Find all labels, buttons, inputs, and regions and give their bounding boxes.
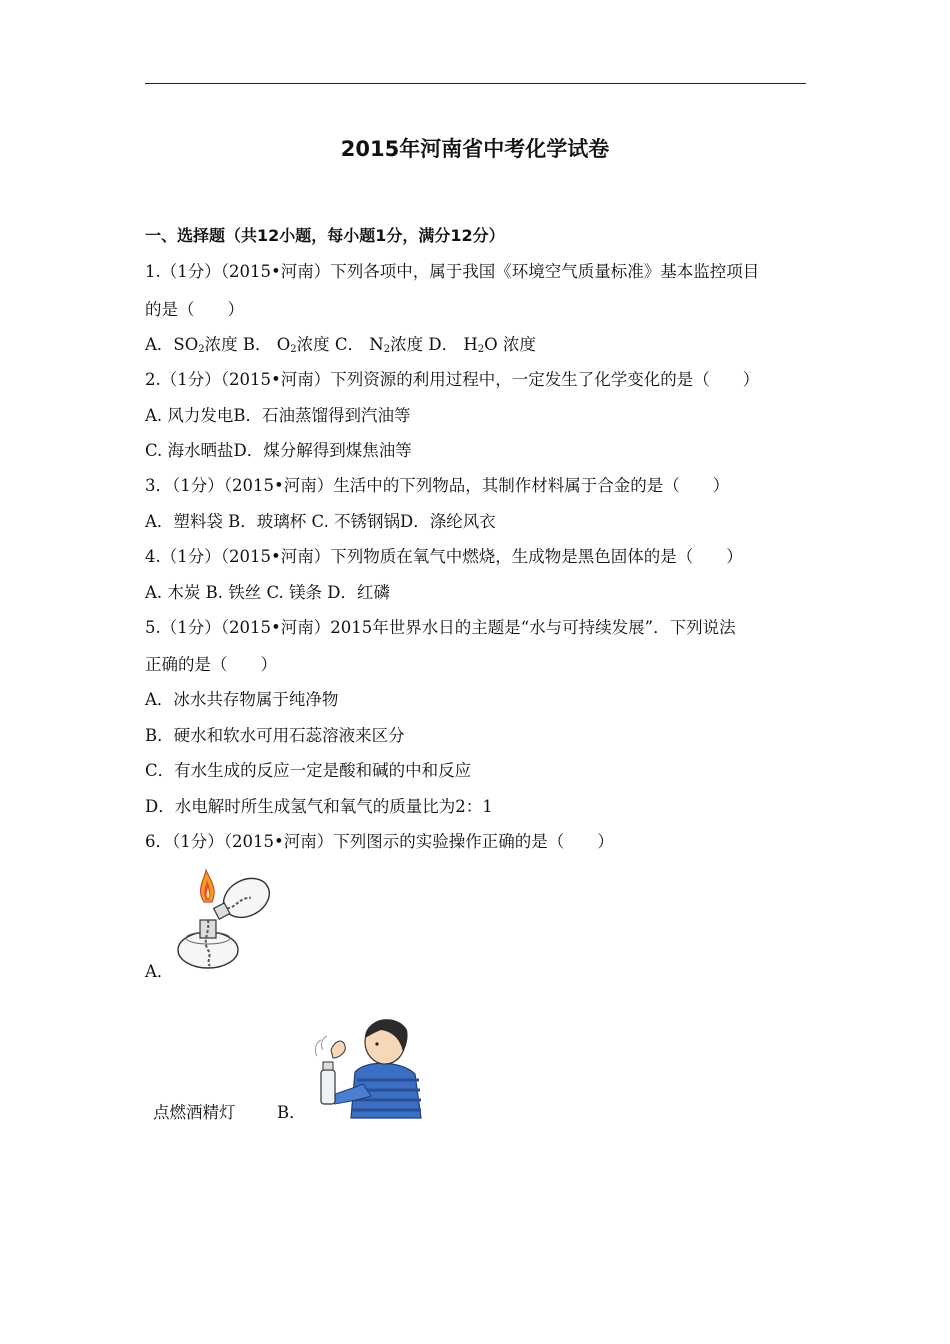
q1-option-c-pre: N xyxy=(369,335,384,354)
section-heading: 一、选择题（共12小题，每小题1分，满分12分） xyxy=(145,226,505,245)
q1-options xyxy=(145,331,536,355)
q1-option-c-post: 浓度 D． xyxy=(390,335,459,354)
q1-stem-line2: 的是（ ） xyxy=(145,300,244,319)
q1-option-d-pre: H xyxy=(463,335,478,354)
q5-option-c: C．有水生成的反应一定是酸和碱的中和反应 xyxy=(145,761,472,780)
q3-options: A．塑料袋 B．玻璃杯 C. 不锈钢锅D．涤纶风衣 xyxy=(145,512,496,531)
q5-stem-line2: 正确的是（ ） xyxy=(145,655,277,674)
subscript: 2 xyxy=(198,344,205,355)
subscript: 2 xyxy=(290,344,297,355)
subscript: 2 xyxy=(477,344,485,355)
q5-option-a: A．冰水共存物属于纯净物 xyxy=(145,690,339,709)
q1-stem-line1: 1.（1分）（2015•河南）下列各项中，属于我国《环境空气质量标准》基本监控项目 xyxy=(145,262,760,281)
q5-stem-line1: 5.（1分）（2015•河南）2015年世界水日的主题是“水与可持续发展”．下列说法 xyxy=(145,618,736,637)
q1-option-a-post: 浓度 B． xyxy=(204,335,272,354)
q2-options-line1: A. 风力发电B．石油蒸馏得到汽油等 xyxy=(145,406,411,425)
page-title: 2015年河南省中考化学试卷 xyxy=(340,137,610,161)
q3-stem: 3．（1分）（2015•河南）生活中的下列物品，其制作材料属于合金的是（ ） xyxy=(145,476,730,495)
q2-options-line2: C. 海水晒盐D．煤分解得到煤焦油等 xyxy=(145,441,412,460)
subscript: 2 xyxy=(383,344,391,355)
q6-stem: 6．（1分）（2015•河南）下列图示的实验操作正确的是（ ） xyxy=(145,832,614,851)
q6-option-a-caption: 点燃酒精灯 xyxy=(153,1103,236,1122)
smelling-gas-illustration xyxy=(305,1000,425,1120)
q4-stem: 4.（1分）（2015•河南）下列物质在氧气中燃烧，生成物是黑色固体的是（ ） xyxy=(145,547,743,566)
q1-option-b-pre: O xyxy=(276,335,291,354)
q2-stem: 2.（1分）（2015•河南）下列资源的利用过程中，一定发生了化学变化的是（ ） xyxy=(145,370,760,389)
q1-option-a-pre: A．SO xyxy=(145,335,199,354)
alcohol-lamp-illustration xyxy=(170,868,280,978)
q5-option-b: B．硬水和软水可用石蕊溶液来区分 xyxy=(145,726,405,745)
q5-option-d: D．水电解时所生成氢气和氧气的质量比为2：1 xyxy=(145,797,493,816)
q4-options: A. 木炭 B. 铁丝 C. 镁条 D．红磷 xyxy=(145,583,391,602)
q6-option-b-label: B． xyxy=(277,1103,306,1122)
q1-option-b-post: 浓度 C． xyxy=(296,335,365,354)
header-rule xyxy=(145,83,806,84)
q6-option-a-label: A． xyxy=(145,962,174,981)
q1-option-d-post: O 浓度 xyxy=(484,335,536,354)
